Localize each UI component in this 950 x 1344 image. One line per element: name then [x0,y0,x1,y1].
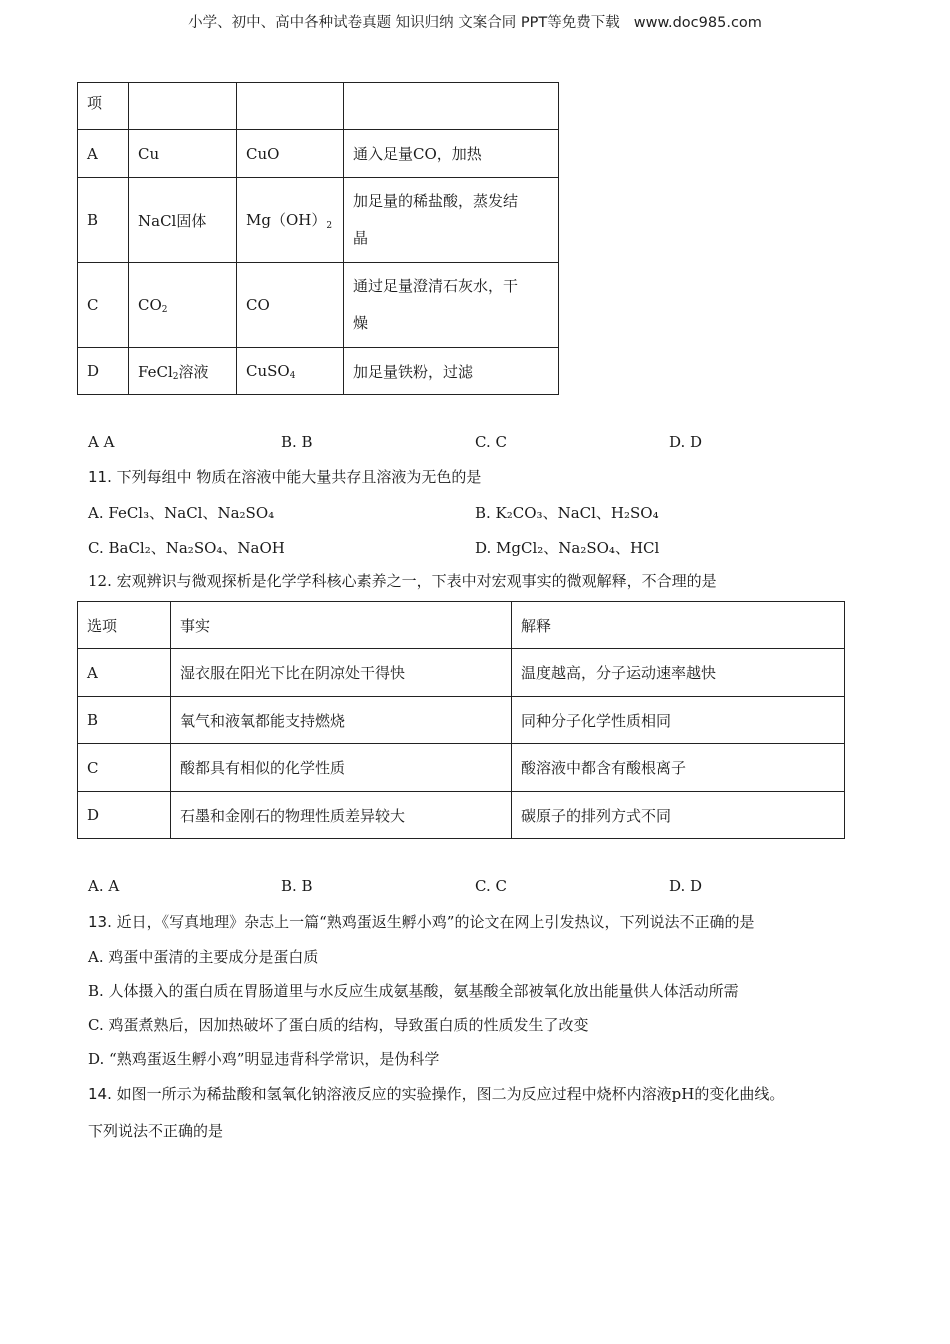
q13-option-c: C. 鸡蛋煮熟后，因加热破坏了蛋白质的结构，导致蛋白质的性质发生了改变 [88,1016,589,1034]
table-cell: 石墨和金刚石的物理性质差异较大 [171,792,512,839]
q12-option-b: B. B [281,877,313,895]
q13-option-d: D. “熟鸡蛋返生孵小鸡”明显违背科学常识，是伪科学 [88,1050,440,1068]
q13-option-a: A. 鸡蛋中蛋清的主要成分是蛋白质 [88,948,319,966]
table-cell: CuO [237,130,344,178]
table-cell: A [78,649,171,697]
table-cell: CO [237,263,344,348]
table-header-cell: 事实 [171,602,512,649]
table-cell: C [78,744,171,792]
table-row [78,792,845,839]
table-cell: 酸溶液中都含有酸根离子 [512,744,845,792]
question-text: 近日，《写真地理》杂志上一篇“熟鸡蛋返生孵小鸡”的论文在网上引发热议，下列说法不正确的是 [116,913,755,931]
table-cell [237,178,344,263]
table-cell [344,178,559,263]
table-cell: D [78,792,171,839]
table-row [78,130,559,178]
cell-line: 加足量的稀盐酸，蒸发结 [353,192,519,210]
q11-option-c: C. BaCl₂、Na₂SO₄、NaOH [88,539,285,557]
q13-option-b: B. 人体摄入的蛋白质在胃肠道里与水反应生成氨基酸，氨基酸全部被氧化放出能量供人体活动所需 [88,982,739,1000]
q14-stem-line2: 下列说法不正确的是 [88,1122,224,1140]
table-cell: A [78,130,129,178]
question-text: 如图一所示为稀盐酸和氢氧化钠溶液反应的实验操作，图二为反应过程中烧杯内溶液pH的变化曲线。 [116,1085,785,1103]
formula-text: Mg（OH） [246,211,327,229]
table-row [78,744,845,792]
cell-line: 通过足量澄清石灰水，干 [353,277,519,295]
table-header-cell: 选项 [78,602,171,649]
table-cell: 项 [78,83,129,130]
table-cell: B [78,178,129,263]
header-site-link[interactable]: www.doc985.com [633,15,762,31]
q10-table [77,82,559,395]
table-row [78,348,559,395]
table-cell: 碳原子的排列方式不同 [512,792,845,839]
table-cell: 温度越高，分子运动速率越快 [512,649,845,697]
header-text: 小学、初中、高中各种试卷真题 知识归纳 文案合同 PPT等免费下载 [188,15,620,31]
table-cell [129,83,237,130]
table-row [78,263,559,348]
table-header-cell: 解释 [512,602,845,649]
table-row [78,697,845,744]
question-number: 11. [88,468,112,486]
formula-subscript: 2 [326,221,333,231]
page-header [0,11,950,32]
table-row [78,83,559,130]
q11-option-a: A. FeCl₃、NaCl、Na₂SO₄ [88,504,275,522]
table-cell [344,263,559,348]
table-row [78,178,559,263]
table-cell [237,348,344,395]
q13-stem [88,911,754,932]
table-header-row [78,602,845,649]
formula-text: CO [138,295,162,314]
table-cell: 通入足量CO，加热 [344,130,559,178]
q10-option-b: B. B [281,433,313,451]
q11-option-d: D. MgCl₂、Na₂SO₄、HCl [475,539,660,557]
q11-stem [88,466,481,487]
table-cell: 加足量铁粉，过滤 [344,348,559,395]
q10-option-c: C. C [475,433,507,451]
table-cell [129,263,237,348]
table-cell: 酸都具有相似的化学性质 [171,744,512,792]
table-cell: NaCl固体 [129,178,237,263]
formula-subscript: 2 [172,371,179,382]
table-cell: D [78,348,129,395]
cell-line: 燥 [353,314,369,332]
formula-subscript: 2 [161,304,168,315]
question-text: 下列每组中 物质在溶液中能大量共存且溶液为无色的是 [116,468,482,486]
table-cell: 同种分子化学性质相同 [512,697,845,744]
formula-text: FeCl [138,362,173,381]
cell-line: 晶 [353,229,369,247]
table-cell: Cu [129,130,237,178]
q12-option-d: D. D [669,877,703,895]
table-row [78,649,845,697]
formula-subscript: 4 [289,370,296,381]
table-cell: B [78,697,171,744]
table-cell [237,83,344,130]
q12-option-c: C. C [475,877,507,895]
q12-option-a: A. A [88,877,120,895]
formula-text: CuSO [246,361,290,380]
q11-option-b: B. K₂CO₃、NaCl、H₂SO₄ [475,504,659,522]
q12-stem: 12. 宏观辨识与微观探析是化学学科核心素养之一，下表中对宏观事实的微观解释，不合理的是 [88,572,717,590]
q10-option-d: D. D [669,433,703,451]
table-cell: C [78,263,129,348]
q14-stem [88,1083,784,1104]
table-cell [344,83,559,130]
question-number: 13. [88,913,112,931]
q12-table [77,601,845,839]
table-cell [129,348,237,395]
question-number: 14. [88,1085,112,1103]
q10-option-a: A A [88,433,115,451]
table-cell: 氧气和液氧都能支持燃烧 [171,697,512,744]
table-cell: 湿衣服在阳光下比在阴凉处干得快 [171,649,512,697]
formula-text: 溶液 [178,362,209,381]
